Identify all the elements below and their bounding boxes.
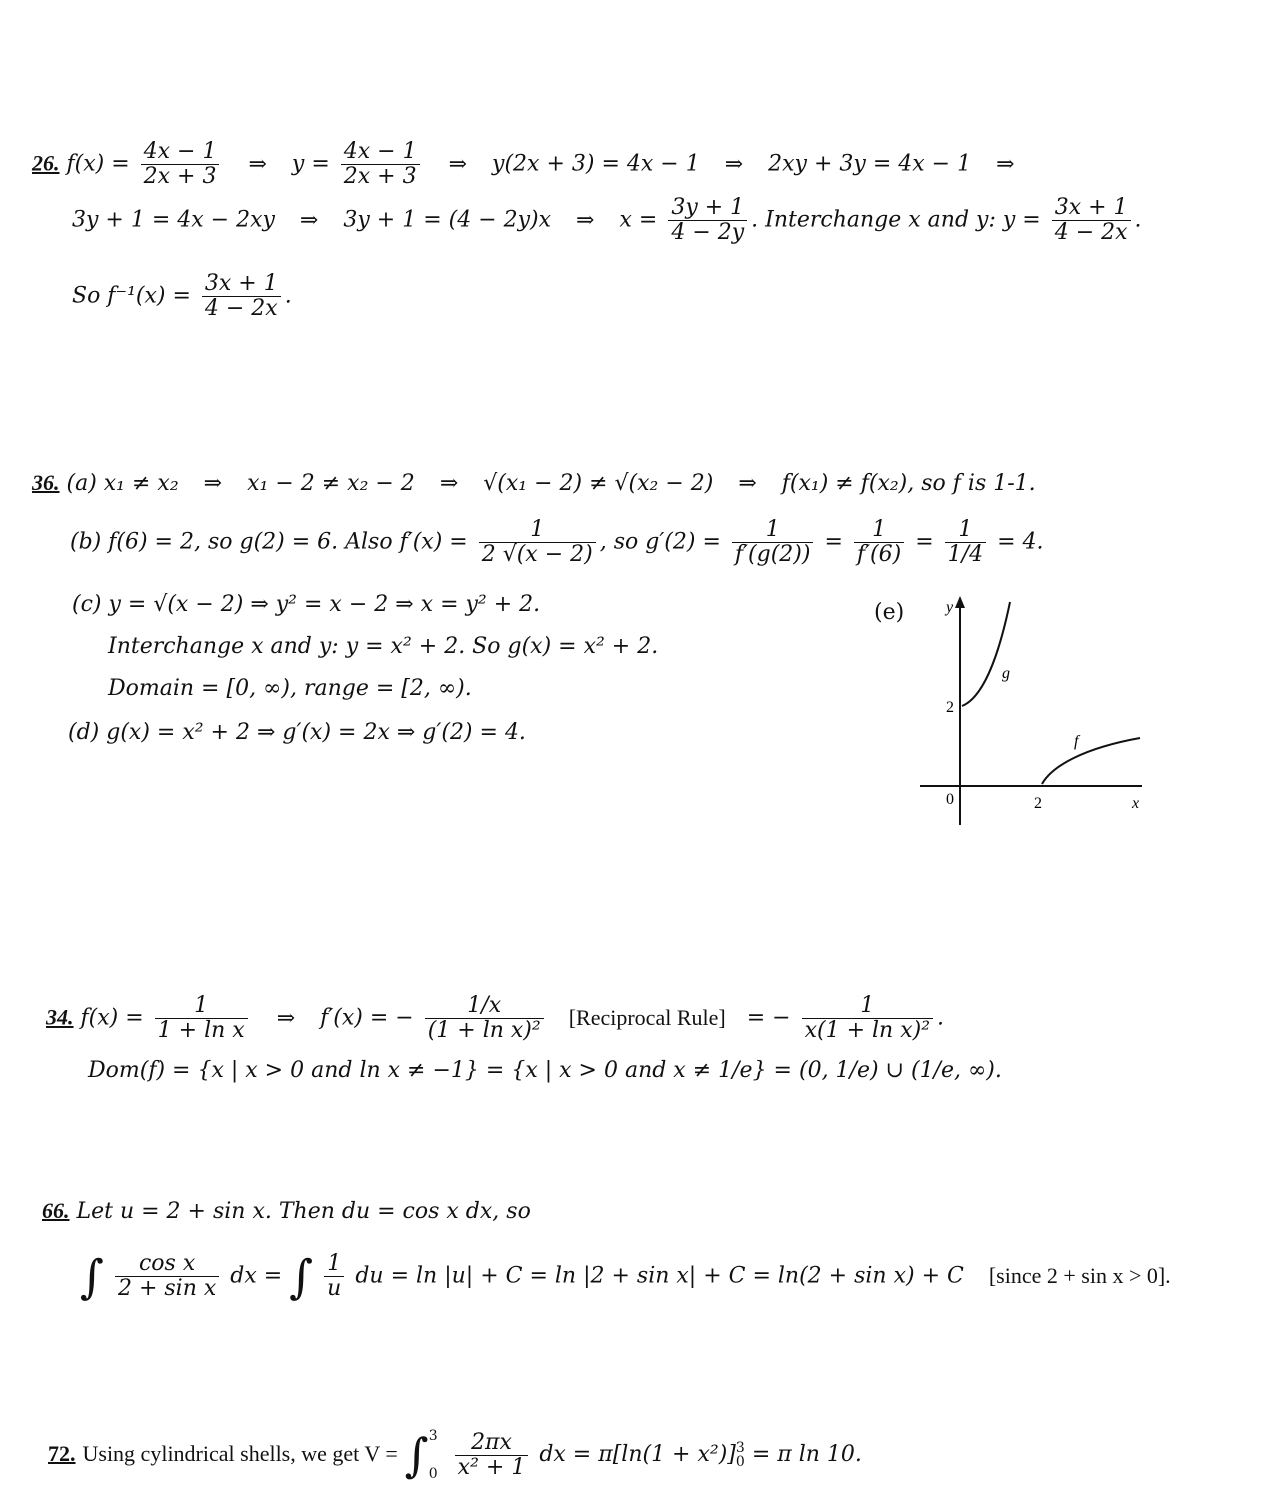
p36-c-line1: (c) y = √(x − 2) ⇒ y² = x − 2 ⇒ x = y² + 2. bbox=[72, 592, 541, 617]
p66-line1 bbox=[42, 1198, 531, 1225]
p36-a-arrow2: ⇒ bbox=[439, 471, 459, 496]
y-axis-label: y bbox=[946, 599, 954, 616]
p34-eq: = − bbox=[746, 1005, 791, 1031]
p36-b-frac4: $\frac{1}{1/4}$ bbox=[945, 518, 986, 567]
origin-label: 0 bbox=[946, 791, 954, 808]
p34-frac1: $\frac{1}{\text{1 + ln x}}$ bbox=[155, 994, 248, 1043]
p72-frac: $\frac{2\pi x}{\text{x² + 1}}$ bbox=[455, 1431, 529, 1480]
p72-number: 72. bbox=[48, 1441, 76, 1466]
p66-int1: ∫ bbox=[80, 1249, 104, 1304]
p26-arrow2: ⇒ bbox=[448, 151, 468, 177]
p36-b-text1: (b) f(6) = 2, so g(2) = 6. Also f′(x) = bbox=[70, 529, 468, 555]
curve-f-path bbox=[1042, 738, 1140, 784]
p36-a-text4: f(x₁) ≠ f(x₂), so f is 1-1. bbox=[781, 471, 1036, 496]
p26-l2-frac2: $\frac{3x + 1}{4 - 2x}$ bbox=[1052, 196, 1131, 245]
p36-b-eq: = bbox=[824, 529, 843, 555]
p36-b-frac2: $\frac{1}{f'(g(2))}$ bbox=[732, 518, 814, 567]
p66-rest: du = ln |u| + C = ln |2 + sin x| + C = ln(2 + sin x) + C bbox=[355, 1263, 964, 1289]
p26-line2 bbox=[72, 196, 1142, 245]
p34-number: 34. bbox=[46, 1004, 74, 1030]
curve-g-path bbox=[962, 602, 1010, 706]
curve-f-label: f bbox=[1074, 733, 1079, 750]
p26-f-label: f(x) = bbox=[66, 151, 130, 177]
p72-upper: 3 bbox=[428, 1428, 438, 1444]
p36-e-label: (e) bbox=[874, 600, 905, 625]
p36-c-line3: Domain = [0, ∞), range = [2, ∞). bbox=[108, 676, 472, 701]
p26-line3 bbox=[72, 272, 292, 321]
p26-y-label: y = bbox=[291, 151, 330, 177]
p26-eq2: 2xy + 3y = 4x − 1 bbox=[768, 151, 972, 177]
p26-frac2: $\frac{4x - 1}{2x + 3}$ bbox=[341, 140, 420, 189]
p66-line2 bbox=[80, 1249, 1171, 1304]
p34-frac2: $\frac{1/x}{\text{(1 + ln x)²}}$ bbox=[425, 994, 544, 1043]
p26-l3-end: . bbox=[284, 283, 292, 309]
p26-l2-arrow1: ⇒ bbox=[299, 207, 319, 233]
p34-line2: Dom(f) = {x | x > 0 and ln x ≠ −1} = {x | x > 0 and x ≠ 1/e} = (0, 1/e) ∪ (1/e, ∞). bbox=[88, 1058, 1002, 1083]
p66-note: [since 2 + sin x > 0]. bbox=[988, 1262, 1171, 1288]
p26-frac1: $\frac{4x - 1}{2x + 3}$ bbox=[141, 140, 220, 189]
p26-arrow4: ⇒ bbox=[996, 151, 1015, 177]
p34-arrow: ⇒ bbox=[276, 1005, 296, 1031]
p72-lower: 0 bbox=[428, 1466, 438, 1482]
p26-l2-text: . Interchange x and y: y = bbox=[751, 207, 1041, 233]
p26-l2-x-label: x = bbox=[619, 207, 658, 233]
p36-a bbox=[32, 470, 1036, 497]
x-tick-label: 2 bbox=[1034, 795, 1042, 812]
p26-l2-eq2: 3y + 1 = (4 − 2y)x bbox=[343, 207, 552, 233]
p26-l2-frac: $\frac{3y + 1}{4 - 2y}$ bbox=[668, 196, 747, 245]
p66-frac1: $\frac{\text{cos x}}{\text{2 + sin x}}$ bbox=[115, 1252, 219, 1301]
p66-number: 66. bbox=[42, 1198, 70, 1223]
p34-f-label: f(x) = bbox=[80, 1005, 144, 1031]
p34-frac3: $\frac{1}{\text{x(1 + ln x)²}}$ bbox=[802, 994, 933, 1043]
p26-l3-frac: $\frac{3x + 1}{4 - 2x}$ bbox=[202, 272, 281, 321]
p36-b-end: = 4. bbox=[997, 529, 1044, 555]
p26-eq1: y(2x + 3) = 4x − 1 bbox=[492, 151, 700, 177]
p26-arrow1: ⇒ bbox=[248, 151, 267, 177]
p26-l2-arrow2: ⇒ bbox=[576, 207, 595, 233]
p36-b-text2: , so g′(2) = bbox=[599, 529, 721, 555]
p36-a-text3: √(x₁ − 2) ≠ √(x₂ − 2) bbox=[483, 471, 714, 496]
p26-line1 bbox=[32, 140, 1033, 189]
p72-rest2: = π ln 10. bbox=[751, 1442, 862, 1467]
p36-a-text2: x₁ − 2 ≠ x₂ − 2 bbox=[247, 471, 415, 496]
p72-int: ∫ bbox=[404, 1428, 429, 1482]
p36-a-arrow3: ⇒ bbox=[738, 471, 757, 496]
p34-rule: [Reciprocal Rule] bbox=[568, 1004, 726, 1030]
p26-l2-eq1: 3y + 1 = 4x − 2xy bbox=[72, 207, 275, 233]
p36-b-frac1: $\frac{1}{2 √(x - 2)}$ bbox=[479, 518, 596, 567]
p26-arrow3: ⇒ bbox=[724, 151, 744, 177]
p72-sup: 3 bbox=[735, 1440, 745, 1456]
p72-text: Using cylindrical shells, we get V = bbox=[82, 1441, 398, 1466]
p26-number: 26. bbox=[32, 150, 60, 176]
p36-number: 36. bbox=[32, 470, 60, 495]
p26-l3-label: So f⁻¹(x) = bbox=[72, 283, 191, 309]
p36-b-eq2: = bbox=[915, 529, 934, 555]
p36-a-text1: (a) x₁ ≠ x₂ bbox=[66, 471, 179, 496]
p36-b-frac3: $\frac{1}{f'(6)}$ bbox=[854, 518, 904, 567]
p26-l2-end: . bbox=[1134, 207, 1142, 233]
y-axis-arrow bbox=[955, 596, 965, 608]
p66-int2: ∫ bbox=[289, 1249, 314, 1304]
p66-text: Let u = 2 + sin x. Then du = cos x dx, so bbox=[76, 1199, 531, 1224]
p34-end: . bbox=[937, 1005, 945, 1031]
p36-e-graph bbox=[910, 590, 1170, 830]
p34-fp-label: f′(x) = − bbox=[320, 1005, 414, 1031]
p36-c-line2: Interchange x and y: y = x² + 2. So g(x) = x² + 2. bbox=[108, 634, 659, 659]
p72-sub: 0 bbox=[735, 1454, 745, 1470]
x-axis-label: x bbox=[1132, 795, 1140, 812]
curve-g-label: g bbox=[1002, 665, 1010, 682]
p72-line bbox=[48, 1428, 862, 1482]
y-tick-label: 2 bbox=[946, 699, 954, 716]
p34-line1 bbox=[46, 994, 944, 1043]
p66-dx: dx = bbox=[230, 1263, 283, 1289]
p66-frac2: $\frac{1}{u}$ bbox=[324, 1252, 344, 1301]
p36-a-arrow1: ⇒ bbox=[203, 471, 223, 496]
p72-rest1: dx = π[ln(1 + x²)] bbox=[539, 1442, 736, 1467]
p36-d-line: (d) g(x) = x² + 2 ⇒ g′(x) = 2x ⇒ g′(2) = 4. bbox=[68, 720, 526, 745]
p36-b bbox=[70, 518, 1043, 567]
